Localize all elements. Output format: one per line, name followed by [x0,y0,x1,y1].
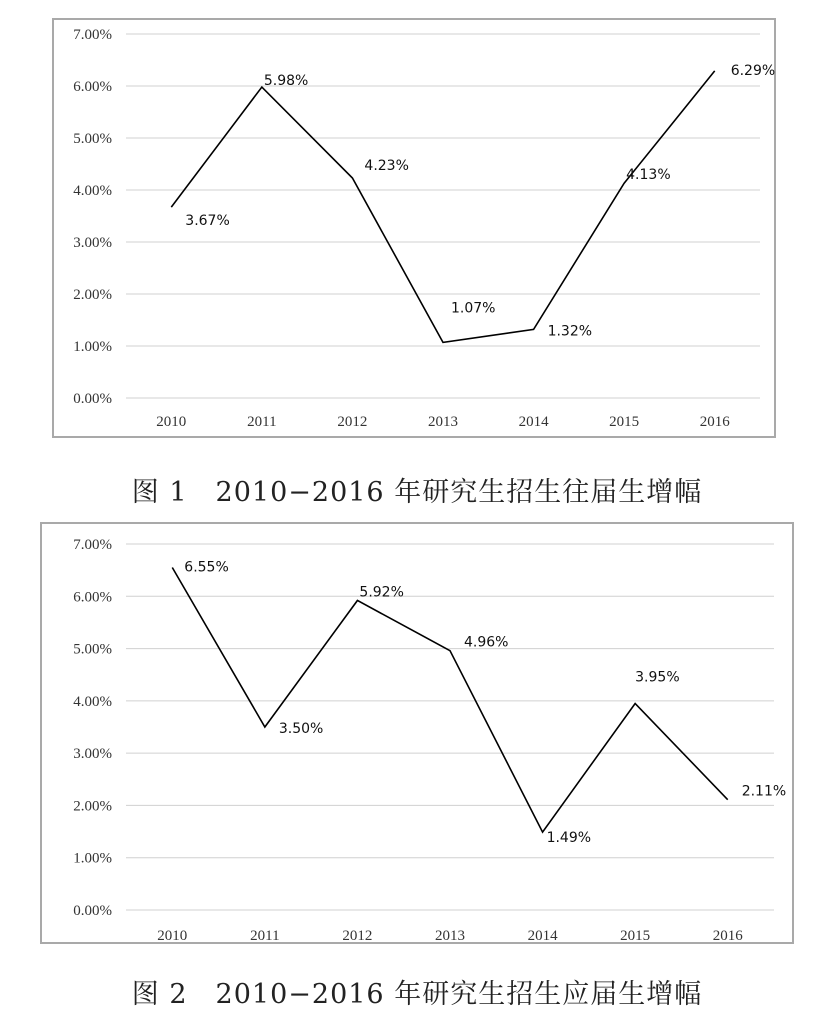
x-tick-label: 2014 [518,414,549,430]
data-label: 1.32% [547,323,593,340]
y-tick-label: 3.00% [73,746,112,763]
chart-1-caption: 图 1 2010−2016 年研究生招生往届生增幅 [131,477,703,508]
x-tick-label: 2011 [247,414,277,430]
data-label: 3.50% [278,721,324,737]
x-tick-label: 2011 [250,928,280,944]
y-tick-label: 6.00% [73,589,112,606]
y-tick-label: 4.00% [73,693,112,710]
y-tick-label: 7.00% [73,27,112,43]
x-tick-label: 2015 [620,928,651,944]
y-tick-label: 2.00% [73,798,112,815]
x-tick-label: 2012 [337,414,368,430]
data-label: 4.13% [626,167,671,184]
x-tick-label: 2010 [156,414,187,430]
x-tick-label: 2013 [435,928,465,944]
data-label: 4.96% [464,634,509,651]
y-tick-label: 2.00% [73,287,112,303]
x-tick-label: 2012 [342,928,373,944]
x-tick-label: 2014 [527,928,558,944]
data-label: 1.07% [451,300,496,317]
data-label: 1.49% [546,830,592,847]
chart-1 [52,18,776,438]
x-tick-label: 2016 [712,928,743,944]
chart-1-svg [54,20,774,436]
y-tick-label: 7.00% [73,537,112,553]
x-tick-label: 2010 [157,928,188,944]
data-label: 5.92% [359,584,404,601]
y-tick-label: 1.00% [73,850,112,867]
x-tick-label: 2013 [428,414,458,430]
chart-2-caption: 图 2 2010−2016 年研究生招生应届生增幅 [131,979,703,1010]
y-tick-label: 5.00% [73,131,112,147]
x-tick-label: 2016 [699,414,730,430]
y-tick-label: 4.00% [73,183,112,199]
y-tick-label: 0.00% [73,391,112,407]
y-tick-label: 3.00% [73,235,112,251]
chart-2-svg [42,524,792,942]
chart-2 [40,522,794,944]
data-label: 4.23% [364,158,409,175]
y-tick-label: 1.00% [73,339,112,355]
y-tick-label: 0.00% [73,903,112,919]
series-line [171,71,714,342]
data-label: 6.55% [184,559,229,576]
series-line [172,568,727,833]
data-label: 3.67% [185,213,230,230]
y-tick-label: 5.00% [73,641,112,658]
data-label: 2.11% [741,783,787,800]
x-tick-label: 2015 [609,414,640,430]
data-label: 5.98% [263,73,309,90]
y-tick-label: 6.00% [73,79,112,95]
data-label: 3.95% [635,669,680,686]
data-label: 6.29% [730,62,776,79]
